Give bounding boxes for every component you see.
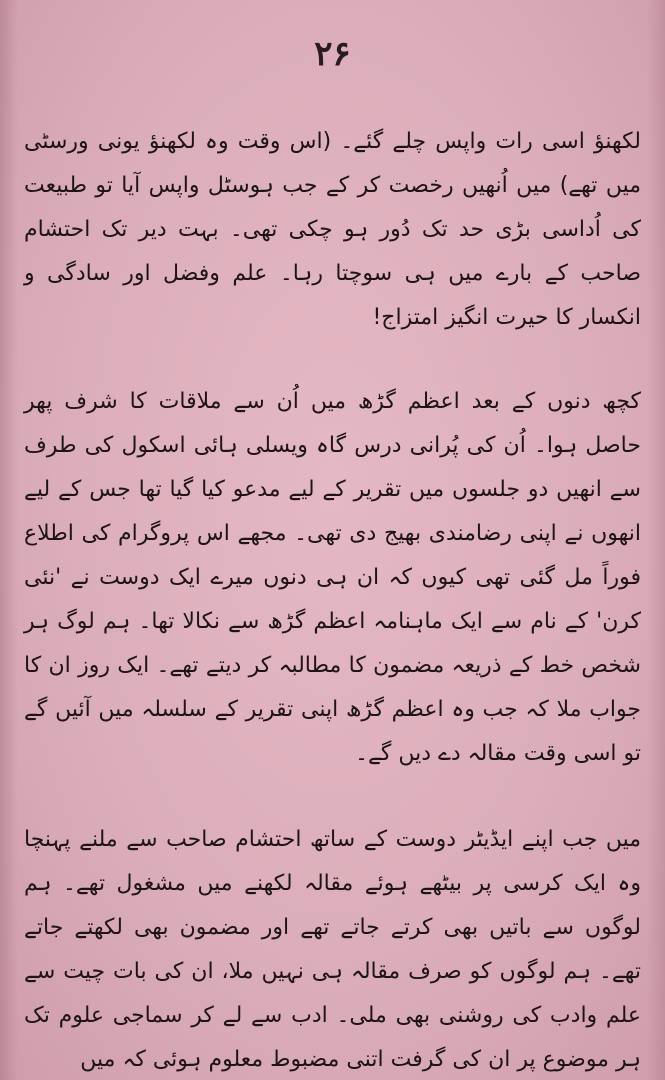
paragraph-1: لکھنؤ اسی رات واپس چلے گئے۔ (اس وقت وہ لکھنؤ یونی ورسٹی میں تھے) میں اُنھیں رخصت کر کے جب ہوسٹل واپس آیا تو طبیعت کی اُداسی بڑی حد تک دُور ہو چکی تھی۔ بہت دیر تک احتشام صاحب کے بارے میں ہی سوچتا رہا۔ علم وفضل اور سادگی و انکسار کا حیرت انگیز امتزاج! [24,129,641,330]
paragraph-2: کچھ دنوں کے بعد اعظم گڑھ میں اُن سے ملاقات کا شرف پھر حاصل ہوا۔ اُن کی پُرانی درس گاہ ویسلی ہائی اسکول کی طرف سے انھیں دو جلسوں میں تقریر کے لیے مدعو کیا گیا تھا جس کے لیے انھوں نے اپنی رضامندی بھیج دی تھی۔ مجھے اس پروگرام کی اطلاع فوراً مل گئی تھی کیوں کہ ان ہی دنوں میرے ایک دوست نے 'نئی کرن' کے نام سے ایک ماہنامہ اعظم گڑھ سے نکالا تھا۔ ہم لوگ ہر شخص خط کے ذریعہ مضمون کا مطالبہ کر دیتے تھے۔ ایک روز ان کا جواب ملا کہ جب وہ اعظم گڑھ اپنی تقریر کے سلسلہ میں آئیں گے تو اسی وقت مقالہ دے دیں گے۔ [24,389,641,766]
paragraph-3: میں جب اپنے ایڈیٹر دوست کے ساتھ احتشام صاحب سے ملنے پہنچا وہ ایک کرسی پر بیٹھے ہوئے مقالہ لکھنے میں مشغول تھے۔ ہم لوگوں سے باتیں بھی کرتے جاتے تھے اور مضمون بھی لکھتے جاتے تھے۔ ہم لوگوں کو صرف مقالہ ہی نہیں ملا، ان کی بات چیت سے علم وادب کی روشنی بھی ملی۔ ادب سے لے کر سماجی علوم تک ہر موضوع پر ان کی گرفت اتنی مضبوط معلوم ہوئی کہ میں [24,827,641,1072]
page-right-edge-shadow [647,0,665,1080]
page-number: ۲۶ [314,34,351,74]
page-left-edge-shadow [0,0,18,1080]
